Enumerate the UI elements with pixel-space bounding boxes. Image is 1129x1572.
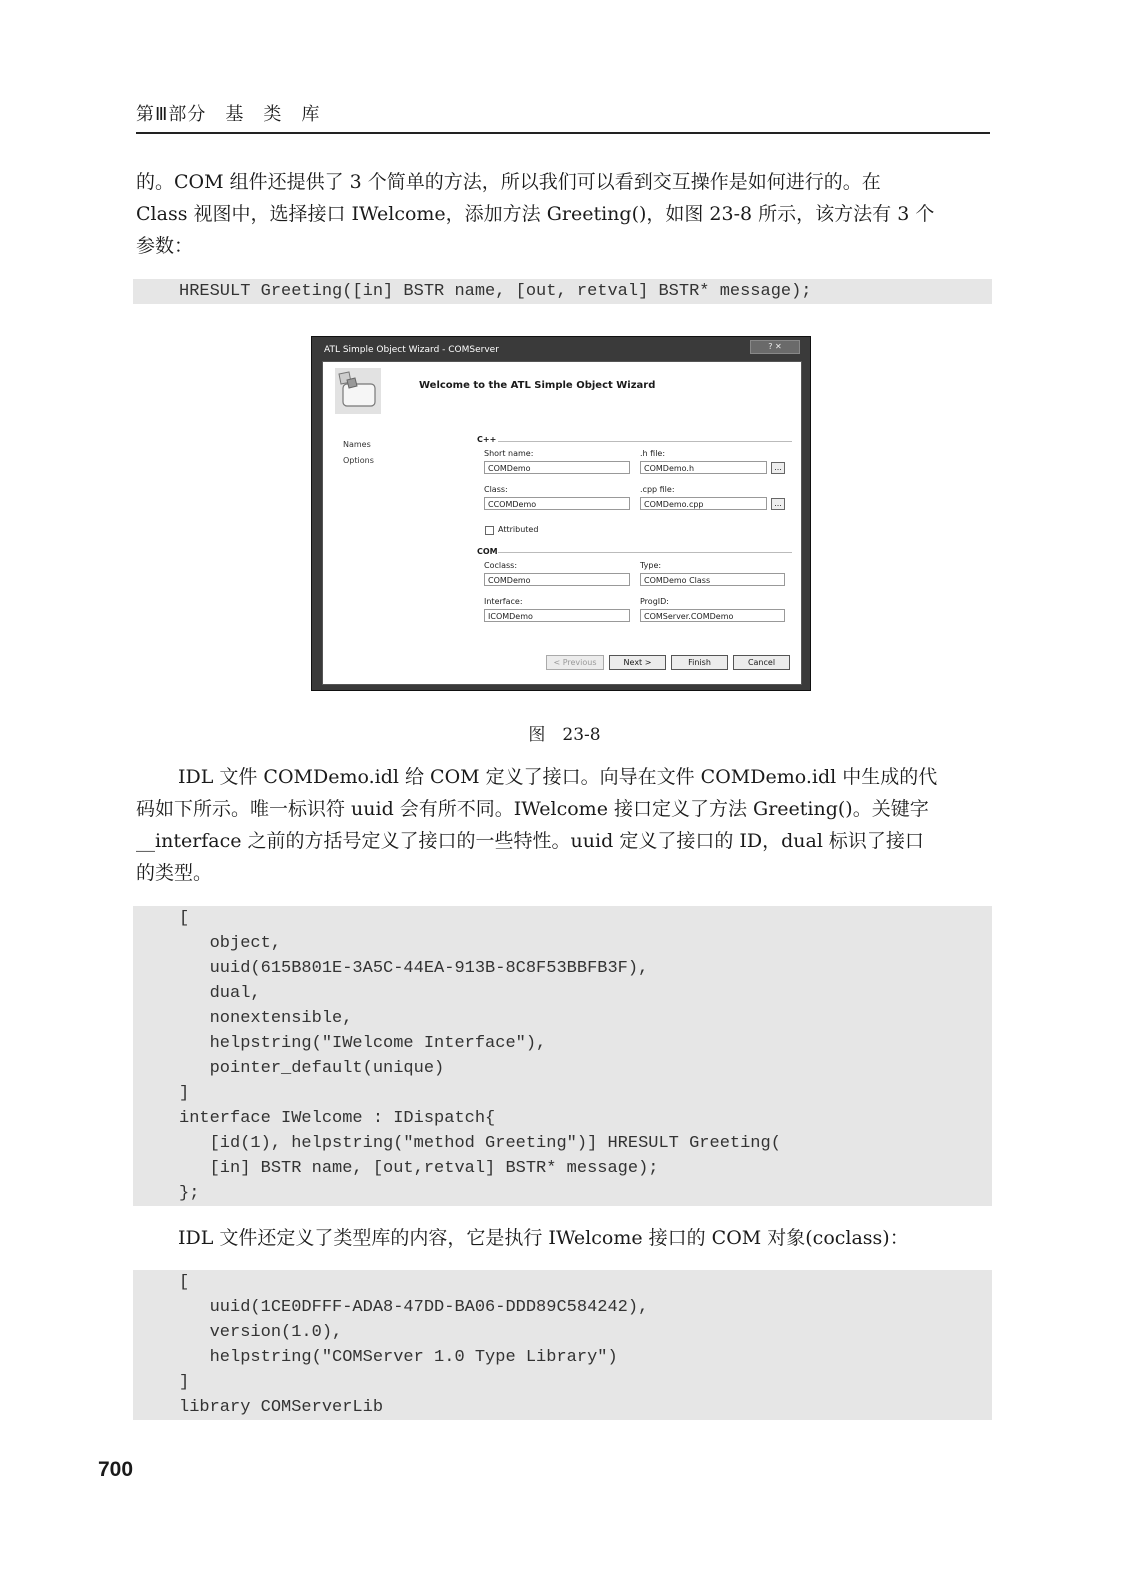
text-line: 的类型。 [136,862,213,884]
wizard-heading: Welcome to the ATL Simple Object Wizard [419,380,656,391]
dialog-body [322,361,802,685]
progid-field[interactable]: COMServer.COMDemo [640,609,785,622]
cpp-file-field[interactable]: COMDemo.cpp [640,497,767,510]
code-line: [id(1), helpstring("method Greeting")] HRESULT Greeting( [179,1134,781,1153]
code-line: helpstring("IWelcome Interface"), [179,1034,547,1053]
code-line: }; [179,1184,200,1203]
short-name-label: Short name: [484,449,534,458]
text-line: Class 视图中，选择接口 IWelcome，添加方法 Greeting()，如图 23-8 所示，该方法有 3 个 [136,203,935,225]
code-line: helpstring("COMServer 1.0 Type Library") [179,1348,618,1367]
interface-label: Interface: [484,597,523,606]
h-file-browse-button[interactable]: ... [771,462,785,474]
code-line: version(1.0), [179,1323,343,1342]
type-field[interactable]: COMDemo Class [640,573,785,586]
code-block-greeting [133,279,992,304]
progid-label: ProgID: [640,597,669,606]
coclass-field[interactable]: COMDemo [484,573,630,586]
coclass-label: Coclass: [484,561,518,570]
paragraph-type-library [136,1222,990,1254]
code-line: ] [179,1373,190,1392]
attributed-checkbox[interactable] [485,526,494,535]
type-label: Type: [640,561,662,570]
code-line: uuid(1CE0DFFF-ADA8-47DD-BA06-DDD89C584242), [179,1298,649,1317]
paragraph-intro [136,166,990,262]
page-number: 700 [98,1458,134,1481]
dialog-title: ATL Simple Object Wizard - COMServer [324,345,499,355]
group-divider [498,441,792,442]
figure-caption: 图 23-8 [528,725,601,745]
window-controls[interactable]: ? ✕ [750,340,800,354]
code-block-library [133,1270,992,1420]
code-line: pointer_default(unique) [179,1059,445,1078]
text-line: 码如下所示。唯一标识符 uuid 会有所不同。IWelcome 接口定义了方法 Greeting()。关键字 [136,798,929,820]
nav-item-names[interactable]: Names [343,440,371,449]
text-line: 的。COM 组件还提供了 3 个简单的方法，所以我们可以看到交互操作是如何进行的。在 [136,171,881,193]
atl-wizard-dialog-figure [311,336,811,691]
group-label-com: COM [477,547,498,556]
previous-button[interactable]: < Previous [546,655,604,670]
text-line: IDL 文件 COMDemo.idl 给 COM 定义了接口。向导在文件 COMDemo.idl 中生成的代 [178,766,938,788]
code-line: [in] BSTR name, [out,retval] BSTR* message); [179,1159,659,1178]
class-field[interactable]: CCOMDemo [484,497,630,510]
interface-field[interactable]: ICOMDemo [484,609,630,622]
code-line: interface IWelcome : IDispatch{ [179,1109,496,1128]
cpp-file-label: .cpp file: [640,485,675,494]
code-line: HRESULT Greeting([in] BSTR name, [out, retval] BSTR* message); [179,282,812,301]
running-head: 第Ⅲ部分 基 类 库 [136,104,321,125]
text-line: __interface 之前的方括号定义了接口的一些特性。uuid 定义了接口的 ID，dual 标识了接口 [136,830,924,852]
next-button[interactable]: Next > [609,655,666,670]
group-label-cpp: C++ [477,435,497,444]
text-line: IDL 文件还定义了类型库的内容，它是执行 IWelcome 接口的 COM 对象(coclass)： [178,1227,909,1249]
cancel-button[interactable]: Cancel [733,655,790,670]
header-rule [136,132,990,134]
h-file-field[interactable]: COMDemo.h [640,461,767,474]
wizard-icon [335,368,381,414]
code-line: ] [179,1084,190,1103]
short-name-field[interactable]: COMDemo [484,461,630,474]
code-line: nonextensible, [179,1009,353,1028]
text-line: 参数： [136,235,194,257]
code-line: [ [179,909,190,928]
class-label: Class: [484,485,508,494]
code-line: dual, [179,984,261,1003]
code-line: object, [179,934,282,953]
code-line: [ [179,1273,190,1292]
code-line: library COMServerLib [179,1398,384,1417]
cpp-file-browse-button[interactable]: ... [771,498,785,510]
attributed-label: Attributed [498,525,539,534]
finish-button[interactable]: Finish [671,655,728,670]
code-block-interface [133,906,992,1206]
group-divider [498,552,792,553]
code-line: uuid(615B801E-3A5C-44EA-913B-8C8F53BBFB3F), [179,959,649,978]
nav-item-options[interactable]: Options [343,456,374,465]
paragraph-idl-description [136,761,990,889]
h-file-label: .h file: [640,449,666,458]
